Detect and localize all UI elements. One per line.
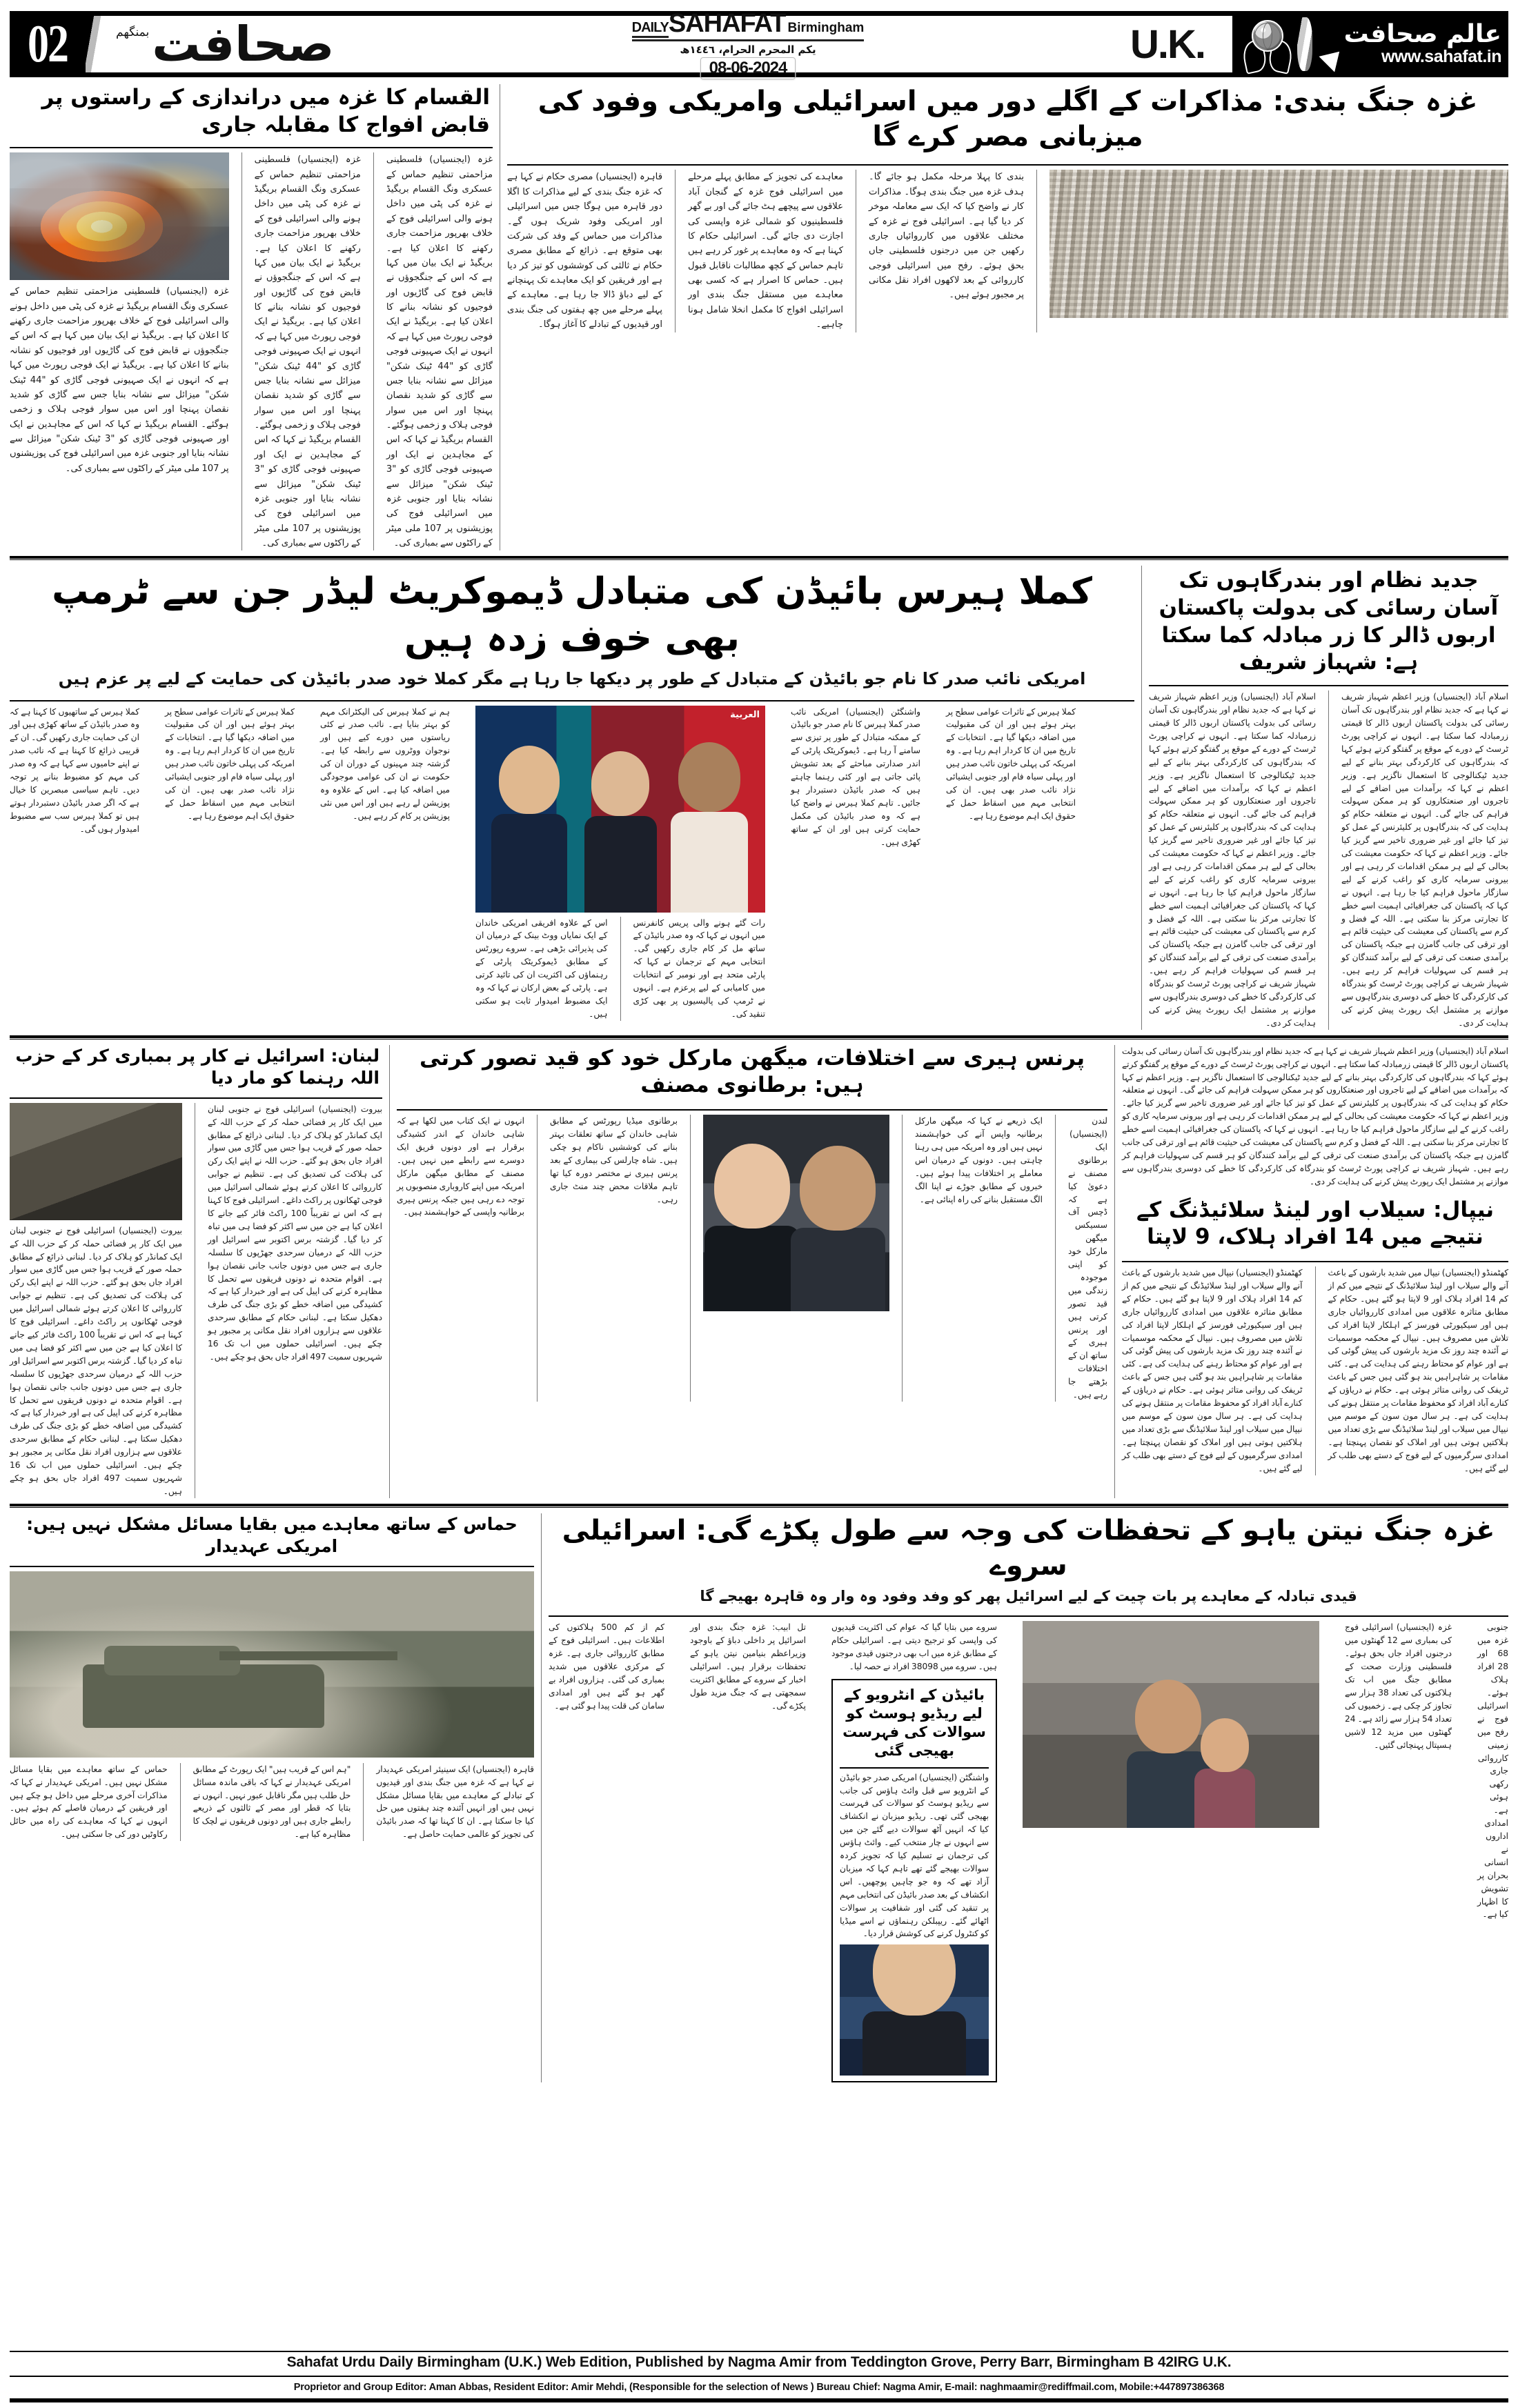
swoosh-decoration — [1297, 17, 1312, 71]
footer-editors-line: Proprietor and Group Editor: Aman Abbas, Resident Editor: Amir Mehdi, (Responsible for the selection of News ) Bureau Chief: Nagma Amir, E-mail: naghmaamir@rediffmail.com, Mobile:+447897386368 — [293, 2382, 1225, 2393]
story-netanyahu-col5: جنوبی غزہ میں 68 اور 28 افراد ہلاک ہوئے۔ اسرائیلی فوج نے رفح میں زمینی کارروائی جاری رکھی ہوئی ہے۔ امدادی اداروں نے انسانی بحران پر تشویش کا اظہار کیا ہے۔ — [1477, 1622, 1508, 1920]
story-hamas-col3: قاہرہ (ایجنسیاں) ایک سینیئر امریکی عہدیدار نے کہا ہے کہ غزہ میں جنگ بندی اور قیدیوں کے تبادلے کے معاہدے میں بقایا مسائل مشکل نہیں ہیں اور انہیں آئندہ چند ہفتوں میں حل کیا جا سکتا ہے۔ ان کا کہنا تھا کہ صدر بائیڈن کی تجویز کو عالمی حمایت حاصل ہے۔ — [376, 1764, 535, 1840]
story-shahbaz-body-left: اسلام آباد (ایجنسیاں) وزیر اعظم شہباز شریف نے کہا ہے کہ جدید نظام اور بندرگاہوں تک آسان رسائی کی بدولت پاکستان اربوں ڈالر کا قیمتی زرمبادلہ کما سکتا ہے۔ انہوں نے کراچی پورٹ ٹرسٹ کے دورے کے موقع پر گفتگو کرتے ہوئے کہا کہ بندرگاہوں کی کارکردگی بہتر بنانے کے لیے جدید ٹیکنالوجی کا استعمال ناگزیر ہے۔ وزیر اعظم نے کہا کہ برآمدات میں اضافے کے لیے تاجروں اور صنعتکاروں کو ہر ممکن سہولت فراہم کی جائے گی۔ انہوں نے متعلقہ حکام کو ہدایت کی کہ بندرگاہوں پر کلیئرنس کے عمل کو تیز کیا جائے اور غیر ضروری تاخیر سے گریز کیا جائے۔ وزیر اعظم نے کہا کہ حکومت معیشت کی بحالی کے لیے ہر ممکن اقدامات کر رہی ہے اور بیرونی سرمایہ کاری کو راغب کرنے کے لیے سازگار ماحول فراہم کیا جا رہا ہے۔ انہوں نے کہا کہ پاکستان کی جغرافیائی اہمیت اسے خطے کا تجارتی مرکز بنا سکتی ہے۔ اللہ کے فضل و کرم سے پاکستان کی معیشت کی حیثیت قائم ہے اور ترقی کی جانب گامزن ہے جبکہ پاکستان کی برآمدی صنعت کی ترقی کے لیے برآمد کنندگان کو ہر قسم کی سہولیات فراہم کر رہے ہیں۔ شہباز شریف نے کراچی پورٹ ٹرسٹ کو بندرگاہ کی کارکردگی کا خطے کی دوسری بندرگاہوں سے موازنے پر مشتمل ایک رپورٹ پیش کرنے کی ہدایت کر دی۔ — [1149, 692, 1316, 1028]
story-ceasefire-col-right: قاہرہ (ایجنسیاں) مصری حکام نے کہا ہے کہ غزہ جنگ بندی کے لیے مذاکرات کا اگلا دور قاہرہ میں ہوگا جس میں اسرائیلی اور امریکی وفود شریک ہوں گے۔ مذاکرات میں حماس کے وفد کی شرکت بھی متوقع ہے۔ ذرائع کے مطابق مصری حکام نے ثالثی کی کوششوں کو تیز کر دیا ہے اور فریقین کو ایک معاہدے تک پہنچانے کے لیے دباؤ ڈالا جا رہا ہے۔ معاہدے کے پہلے مرحلے میں چھ ہفتوں کی جنگ بندی اور قیدیوں کے تبادلے کا آغاز ہوگا۔ — [507, 172, 662, 330]
globe-icon — [1242, 19, 1293, 70]
story-kamala-col4: اس کے علاوہ افریقی امریکی خاندان کے ایک نمایاں ووٹ بینک کے درمیان ان کی پذیرائی بڑھی ہے۔ سروے رپورٹس کے مطابق ڈیموکریٹک پارٹی کے رہنماؤں کی اکثریت ان کی تائید کرتی ہے۔ پارٹی کے بعض ارکان نے کہا کہ وہ ایک مضبوط امیدوار ثابت ہو سکتی ہیں۔ — [475, 917, 608, 1019]
story-lebanon-headline[interactable]: لبنان: اسرائیل نے کار پر بمباری کر کے حزب اللہ رہنما کو مار دیا — [15, 1045, 379, 1088]
row-top-stories — [10, 84, 1508, 550]
footer-publisher-line: Sahafat Urdu Daily Birmingham (U.K.) Web Edition, Published by Nagma Amir from Teddington Grove, Perry Barr, Birmingham B 42IRG U.K. — [286, 2354, 1232, 2370]
story-kamala-headline[interactable]: کملا ہیرس بائیڈن کی متبادل ڈیموکریٹ لیڈر جن سے ٹرمپ بھی خوف زدہ ہیں — [52, 570, 1092, 660]
story-netanyahu-subheadline: قیدی تبادلہ کے معاہدے پر بات چیت کے لیے اسرائیل پھر کو وفد وفود وہ وار وہ قاہرہ بھیجے گا — [700, 1588, 1357, 1605]
story-kamala-subheadline: امریکی نائب صدر کا نام جو بائیڈن کے متبادل کے طور پر دیکھا جا رہا ہے مگر کملا خود صدر بائیڈن کی حمایت کے لیے پر عزم ہیں — [58, 669, 1086, 689]
masthead-daily-label: DAILY — [632, 20, 669, 38]
story-harry-headline[interactable]: پرنس ہیری سے اختلافات، میگھن مارکل خود کو قید تصور کرتی ہیں: برطانوی مصنف — [420, 1045, 1085, 1098]
logo-website-url[interactable]: www.sahafat.in — [1381, 46, 1501, 66]
story-netanyahu-headline[interactable]: غزہ جنگ نیتن یاہو کے تحفظات کی وجہ سے طول پکڑے گی: اسرائیلی سروے — [562, 1514, 1495, 1582]
story-kamala-col2: کملا ہیرس کے تاثرات عوامی سطح پر بہتر ہوئے ہیں اور ان کی مقبولیت میں اضافہ دیکھا گیا ہے۔ انتخابات کے تاریخ میں ان کا کردار اہم رہا ہے۔ وہ امریکہ کی پہلی خاتون نائب صدر ہیں اور پہلی سیاہ فام اور جنوبی ایشیائی نژاد نائب صدر بھی ہیں۔ ان کی انتخابی مہم میں اسقاط حمل کے حقوق ایک اہم موضوع رہا ہے۔ — [165, 706, 295, 821]
page-footer — [10, 2349, 1508, 2402]
story-qassam-headline[interactable]: القسام کا غزہ میں دراندازی کے راستوں پر قابض افواج کا مقابلہ جاری — [41, 85, 490, 137]
story-kamala — [10, 566, 1134, 1029]
story-harry-col2: برطانوی میڈیا رپورٹس کے مطابق شاہی خاندان کے ساتھ تعلقات بہتر بنانے کی کوششیں ناکام ہو چکی ہیں۔ شاہ چارلس کی بیماری کے بعد پرنس ہیری نے مختصر دورہ کیا تھا تاہم ملاقات محض چند منٹ جاری رہی۔ — [550, 1116, 678, 1204]
photo-gaza-rubble — [1023, 1621, 1319, 1828]
masthead-brand — [632, 9, 865, 41]
masthead-brand-name: SAHAFAT — [668, 9, 786, 38]
story-hamas-headline[interactable]: حماس کے ساتھ معاہدے میں بقایا مسائل مشکل نہیں ہیں: امریکی عہدیدار — [26, 1513, 518, 1556]
page-number-text: 02 — [28, 14, 68, 73]
story-harry-col1: انہوں نے ایک کتاب میں لکھا ہے کہ شاہی خاندان کے اندر کشیدگی برقرار ہے اور دونوں فریق ایک دوسرے سے رابطے میں نہیں ہیں۔ مصنف کے مطابق میگھن مارکل امریکہ میں اپنے کاروباری منصوبوں پر توجہ دے رہی ہیں جبکہ پرنس ہیری برطانیہ واپسی کے خواہشمند ہیں۔ — [397, 1116, 524, 1217]
story-hamas-col1: حماس کے ساتھ معاہدے میں بقایا مسائل مشکل نہیں ہیں۔ امریکی عہدیدار نے کہا کہ مذاکرات آخری مرحلے میں داخل ہو چکے ہیں اور فریقین کے درمیان فاصلے کم ہوئے ہیں۔ انہوں نے کہا کہ معاہدے کی راہ میں حائل رکاوٹیں دور کی جا سکتی ہیں۔ — [10, 1764, 168, 1840]
masthead-city: Birmingham — [787, 21, 865, 35]
story-kamala-col5: رات گئے ہونے والی پریس کانفرنس میں انہوں نے کہا کہ وہ صدر بائیڈن کے ساتھ مل کر کام جاری رکھیں گی۔ انتخابی مہم کے ترجمان نے کہا کہ پارٹی متحد ہے اور نومبر کے انتخابات میں کامیابی کے لیے پرعزم ہے۔ انہوں نے ٹرمپ کی پالیسیوں پر بھی کڑی تنقید کی۔ — [633, 917, 765, 1019]
masthead — [10, 11, 1508, 77]
story-netanyahu-col2: تل ابیب: غزہ جنگ بندی اور اسرائیل پر داخلی دباؤ کے باوجود وزیراعظم بنیامین نیتن یاہو کے تحفظات برقرار ہیں۔ اسرائیلی اخبار کے سروے کے مطابق اکثریت سمجھتی ہے کہ جنگ مزید طول پکڑے گی۔ — [690, 1622, 807, 1711]
masthead-logo[interactable] — [1232, 16, 1508, 72]
photo-destroyed-vehicle — [10, 1103, 182, 1220]
divider-rule-3 — [10, 1504, 1508, 1508]
story-netanyahu-col1: کم از کم 500 ہلاکتوں کی اطلاعات ہیں۔ اسرائیلی فوج کے مطابق کارروائی جاری ہے۔ غزہ کے مرکزی علاقوں میں شدید بمباری کی گئی۔ ہزاروں افراد بے گھر ہو گئے ہیں اور امدادی سامان کی قلت پیدا ہو گئی ہے۔ — [549, 1622, 665, 1711]
story-shahbaz-headline[interactable]: جدید نظام اور بندرگاہوں تک آسان رسائی کی بدولت پاکستان اربوں ڈالر کا زر مبادلہ کما سکتا ہے: شہباز شریف — [1159, 568, 1499, 675]
masthead-edition: U.K. — [1130, 21, 1205, 67]
photo-explosion — [10, 152, 229, 280]
story-qassam — [10, 84, 493, 550]
photo-tank — [10, 1571, 534, 1758]
story-lebanon-body-left: بیروت (ایجنسیاں) اسرائیلی فوج نے جنوبی لبنان میں ایک کار پر فضائی حملہ کر کے حزب اللہ کے ایک کمانڈر کو ہلاک کر دیا۔ لبنانی ذرائع کے مطابق حملہ صور کے قریب ہوا جس میں گاڑی میں سوار افراد جاں بحق ہو گئے۔ حزب اللہ نے اپنے ایک رکن کی ہلاکت کی تصدیق کی ہے۔ تنظیم نے جوابی کارروائی کا اعلان کرتے ہوئے شمالی اسرائیل میں فوجی ٹھکانوں پر راکٹ داغے۔ اسرائیلی فوج کا کہنا ہے کہ اس نے تقریباً 100 راکٹ فائر کیے جانے کا اعلان کیا ہے جن میں سے اکثر کو فضا ہی میں تباہ کر دیا گیا۔ گزشتہ برس اکتوبر سے اسرائیل اور حزب اللہ کے درمیان سرحدی جھڑپوں کا سلسلہ جاری ہے جس میں دونوں جانب جانی نقصان ہوا ہے۔ اقوام متحدہ نے دونوں فریقوں سے تحمل کا مظاہرہ کرنے کی اپیل کی ہے اور خبردار کیا ہے کہ کشیدگی میں اضافہ خطے کو بڑی جنگ کی طرف دھکیل سکتا ہے۔ لبنانی حکام کے مطابق سرحدی علاقوں سے ہزاروں افراد نقل مکانی پر مجبور ہو چکے ہیں۔ اسرائیلی حملوں میں اب تک 16 شہریوں سمیت 497 افراد جاں بحق ہو چکے ہیں۔ — [10, 1225, 182, 1496]
story-ceasefire-headline[interactable]: غزہ جنگ بندی: مذاکرات کے اگلے دور میں اسرائیلی وامریکی وفود کی میزبانی مصر کرے گا — [538, 86, 1478, 153]
story-nepal-body-left: کھٹمنڈو (ایجنسیاں) نیپال میں شدید بارشوں کے باعث آنے والے سیلاب اور لینڈ سلائیڈنگ کے نتیجے میں کم از کم 14 افراد ہلاک اور 9 لاپتا ہو گئے ہیں۔ حکام کے مطابق متاثرہ علاقوں میں امدادی کارروائیاں جاری ہیں اور سیکیورٹی فورسز کے اہلکار لاپتا افراد کی تلاش میں مصروف ہیں۔ نیپال کے محکمہ موسمیات نے آئندہ چند روز تک مزید بارشوں کی پیش گوئی کی ہے اور عوام کو محتاط رہنے کی ہدایت کی ہے۔ کئی مقامات پر شاہراہیں بند ہو گئی ہیں جس کے باعث ٹریفک کی روانی متاثر ہوئی ہے۔ حکام نے دریاؤں کے کنارے آباد افراد کو محفوظ مقامات پر منتقل ہونے کی ہدایت کی ہے۔ ہر سال مون سون کے موسم میں نیپال میں سیلاب اور لینڈ سلائیڈنگ سے بڑی تعداد میں ہلاکتیں ہوتی ہیں اور املاک کو نقصان پہنچتا ہے۔ امدادی سرگرمیوں کے لیے فوج کے دستے بھی طلب کر لیے گئے ہیں۔ — [1122, 1268, 1303, 1473]
masthead-urdu-title-text: صحافت — [152, 15, 335, 72]
story-kamala-col1: کملا ہیرس کے ساتھیوں کا کہنا ہے کہ وہ صدر بائیڈن کے ساتھ کھڑی ہیں اور ان کی حمایت جاری رکھیں گی۔ ان کے قریبی ذرائع کا کہنا ہے کہ نائب صدر نے اپنے حامیوں سے کہا ہے کہ وہ صدر کی مہم کو مضبوط بنانے پر توجہ دیں۔ تاہم سیاسی مبصرین کا خیال ہے کہ اگر صدر بائیڈن دستبردار ہوتے ہیں تو کملا ہیرس سب سے مضبوط امیدوار ہوں گی۔ — [10, 706, 139, 834]
story-lebanon-body-right: بیروت (ایجنسیاں) اسرائیلی فوج نے جنوبی لبنان میں ایک کار پر فضائی حملہ کر کے حزب اللہ کے ایک کمانڈر کو ہلاک کر دیا۔ لبنانی ذرائع کے مطابق حملہ صور کے قریب ہوا جس میں گاڑی میں سوار افراد جاں بحق ہو گئے۔ حزب اللہ نے اپنے ایک رکن کی ہلاکت کی تصدیق کی ہے۔ تنظیم نے جوابی کارروائی کا اعلان کرتے ہوئے شمالی اسرائیل میں فوجی ٹھکانوں پر راکٹ داغے۔ اسرائیلی فوج کا کہنا ہے کہ اس نے تقریباً 100 راکٹ فائر کیے جانے کا اعلان کیا ہے جن میں سے اکثر کو فضا ہی میں تباہ کر دیا گیا۔ گزشتہ برس اکتوبر سے اسرائیل اور حزب اللہ کے درمیان سرحدی جھڑپوں کا سلسلہ جاری ہے جس میں دونوں جانب جانی نقصان ہوا ہے۔ اقوام متحدہ نے دونوں فریقوں سے تحمل کا مظاہرہ کرنے کی اپیل کی ہے اور خبردار کیا ہے کہ کشیدگی میں اضافہ خطے کو بڑی جنگ کی طرف دھکیل سکتا ہے۔ لبنانی حکام کے مطابق سرحدی علاقوں سے ہزاروں افراد نقل مکانی پر مجبور ہو چکے ہیں۔ اسرائیلی حملوں میں اب تک 16 شہریوں سمیت 497 افراد جاں بحق ہو چکے ہیں۔ — [208, 1104, 382, 1362]
row-kamala-shahbaz — [10, 566, 1508, 1029]
story-shahbaz-body-right: اسلام آباد (ایجنسیاں) وزیر اعظم شہباز شریف نے کہا ہے کہ جدید نظام اور بندرگاہوں تک آسان رسائی کی بدولت پاکستان اربوں ڈالر کا قیمتی زرمبادلہ کما سکتا ہے۔ انہوں نے کراچی پورٹ ٹرسٹ کے دورے کے موقع پر گفتگو کرتے ہوئے کہا کہ بندرگاہوں کی کارکردگی بہتر بنانے کے لیے جدید ٹیکنالوجی کا استعمال ناگزیر ہے۔ وزیر اعظم نے کہا کہ برآمدات میں اضافے کے لیے تاجروں اور صنعتکاروں کو ہر ممکن سہولت فراہم کی جائے گی۔ انہوں نے متعلقہ حکام کو ہدایت کی کہ بندرگاہوں پر کلیئرنس کے عمل کو تیز کیا جائے اور غیر ضروری تاخیر سے گریز کیا جائے۔ وزیر اعظم نے کہا کہ حکومت معیشت کی بحالی کے لیے ہر ممکن اقدامات کر رہی ہے اور بیرونی سرمایہ کاری کو راغب کرنے کے لیے سازگار ماحول فراہم کیا جا رہا ہے۔ انہوں نے کہا کہ پاکستان کی جغرافیائی اہمیت اسے خطے کا تجارتی مرکز بنا سکتی ہے۔ اللہ کے فضل و کرم سے پاکستان کی معیشت کی حیثیت قائم ہے اور ترقی کی جانب گامزن ہے جبکہ پاکستان کی برآمدی صنعت کی ترقی کے لیے برآمد کنندگان کو ہر قسم کی سہولیات فراہم کر رہے ہیں۔ شہباز شریف نے کراچی پورٹ ٹرسٹ کو بندرگاہ کی کارکردگی کا خطے کی دوسری بندرگاہوں سے موازنے پر مشتمل ایک رپورٹ پیش کرنے کی ہدایت کر دی۔ — [1341, 692, 1508, 1028]
story-lebanon — [10, 1045, 382, 1498]
photo-refugee-camp — [1049, 170, 1508, 318]
masthead-hijri-date: یکم المحرم الحرام، ١٤٤٦ھ — [680, 43, 816, 56]
story-biden-radio-body: واشنگٹن (ایجنسیاں) امریکی صدر جو بائیڈن کے انٹرویو سے قبل وائٹ ہاؤس کی جانب سے ریڈیو ہوسٹ کو سوالات کی فہرست بھیجی گئی تھی۔ ریڈیو میزبان نے انکشاف کیا کہ انہیں آٹھ سوالات دیے گئے جن میں سے انہوں نے چار منتخب کیے۔ وائٹ ہاؤس کی ترجمان نے تسلیم کیا کہ تجویز کردہ سوالات بھیجے گئے تھے تاہم کہا کہ میزبان آزاد تھے کہ وہ جو چاہیں پوچھیں۔ اس انکشاف کے بعد صدر بائیڈن کی انتخابی مہم پر تنقید کی گئی اور شفافیت پر سوالات اٹھائے گئے۔ ریپبلکن رہنماؤں نے اسے میڈیا کو کنٹرول کرنے کی کوشش قرار دیا۔ — [840, 1772, 989, 1939]
story-qassam-body-left: غزہ (ایجنسیاں) فلسطینی مزاحمتی تنظیم حماس کے عسکری ونگ القسام بریگیڈ نے غزہ کی پٹی میں داخل ہونے والی اسرائیلی فوج کے خلاف بھرپور مزاحمت جاری رکھنے کا اعلان کیا ہے۔ بریگیڈ نے ایک بیان میں کہا ہے کہ اس کے جنگجوؤں نے قابض فوج کی گاڑیوں اور فوجیوں کو نشانہ بنانے کا اعلان کیا ہے۔ بریگیڈ نے ایک فوجی رپورٹ میں کہا ہے کہ انہوں نے ایک صہیونی فوجی گاڑی کو "44 ٹینک شکن" میزائل سے نشانہ بنایا جس سے گاڑی کو شدید نقصان پہنچا اور اس میں سوار فوجی ہلاک و زخمی ہوگئے۔ القسام بریگیڈ نے کہا کہ اس کے مجاہدین نے ایک اور صہیونی فوجی گاڑی کو "3 ٹینک شکن" میزائل سے نشانہ بنایا اور جنوبی غزہ میں اسرائیلی فوج کی پوزیشنوں پر 107 ملی میٹر کے راکٹوں سے بمباری کی۔ — [10, 286, 229, 474]
divider-rule-2 — [10, 1035, 1508, 1039]
story-qassam-body-right: غزہ (ایجنسیاں) فلسطینی مزاحمتی تنظیم حماس کے عسکری ونگ القسام بریگیڈ نے غزہ کی پٹی میں داخل ہونے والی اسرائیلی فوج کے خلاف بھرپور مزاحمت جاری رکھنے کا اعلان کیا ہے۔ بریگیڈ نے ایک بیان میں کہا ہے کہ اس کے جنگجوؤں نے قابض فوج کی گاڑیوں اور فوجیوں کو نشانہ بنانے کا اعلان کیا ہے۔ بریگیڈ نے ایک فوجی رپورٹ میں کہا ہے کہ انہوں نے ایک صہیونی فوجی گاڑی کو "44 ٹینک شکن" میزائل سے نشانہ بنایا جس سے گاڑی کو شدید نقصان پہنچا اور اس میں سوار فوجی ہلاک و زخمی ہوگئے۔ القسام بریگیڈ نے کہا کہ اس کے مجاہدین نے ایک اور صہیونی فوجی گاڑی کو "3 ٹینک شکن" میزائل سے نشانہ بنایا اور جنوبی غزہ میں اسرائیلی فوج کی پوزیشنوں پر 107 ملی میٹر کے راکٹوں سے بمباری کی۔ — [386, 155, 493, 549]
story-harry-col3: ایک ذریعے نے کہا کہ میگھن مارکل برطانیہ واپس آنے کی خواہشمند نہیں ہیں اور وہ امریکہ میں ہی رہنا چاہتی ہیں۔ دونوں کے درمیان اس معاملے پر اختلافات پیدا ہوئے ہیں۔ خبروں کے مطابق جوڑے نے اپنا الگ الگ مستقبل بنانے کی راہ اپنائی ہے۔ — [915, 1116, 1043, 1204]
story-kamala-col3: ہم نے کملا ہیرس کی الیکٹرانک مہم کو بہتر بنایا ہے۔ نائب صدر نے کئی ریاستوں میں دورے کیے ہیں اور نوجوان ووٹروں سے رابطہ کیا ہے۔ گزشتہ چند مہینوں کے دوران ان کی حکومت نے ان کی عوامی موجودگی میں اضافہ کیا ہے۔ اس کے علاوہ وہ پوزیشن لے رہے ہیں اور اس میں نئی پوزیشن پر کام کر رہے ہیں۔ — [320, 706, 450, 821]
story-netanyahu-col4: غزہ (ایجنسیاں) اسرائیلی فوج کی بمباری سے 12 گھنٹوں میں درجنوں افراد جاں بحق ہوئے۔ فلسطینی وزارت صحت کے مطابق جنگ میں اب تک ہلاکتوں کی تعداد 38 ہزار سے تجاوز کر چکی ہے۔ زخمیوں کی تعداد 54 ہزار سے زائد ہے۔ 24 گھنٹوں میں مزید 12 لاشیں ہسپتال پہنچائی گئیں۔ — [1345, 1622, 1452, 1750]
divider-rule-1 — [10, 556, 1508, 560]
photo-biden — [840, 1944, 989, 2076]
masthead-urdu-title — [103, 16, 393, 72]
story-biden-radio — [831, 1679, 997, 2082]
story-harry-col4: لندن (ایجنسیاں) ایک برطانوی مصنف نے دعویٰ کیا ہے کہ ڈچس آف سسیکس میگھن مارکل خود کو اپنی موجودہ زندگی میں قید تصور کرتی ہیں اور پرنس ہیری کے ساتھ ان کے اختلافات بڑھتے جا رہے ہیں۔ — [1068, 1116, 1107, 1400]
story-ceasefire-talks — [507, 84, 1508, 550]
page-number — [10, 16, 86, 72]
story-shahbaz — [1149, 566, 1508, 1029]
masthead-sweep-decoration — [86, 16, 103, 72]
story-kamala-col6: واشنگٹن (ایجنسیاں) امریکی نائب صدر کملا ہیرس کا نام صدر جو بائیڈن کے ممکنہ متبادل کے طور پر تیزی سے سامنے آ رہا ہے۔ ڈیموکریٹک پارٹی کے اندر صدارتی مباحثے کے بعد تشویش پائی جاتی ہے اور کئی رہنما چاہتے ہیں کہ صدر بائیڈن دستبردار ہو جائیں۔ تاہم کملا ہیرس نے واضح کیا ہے کہ وہ صدر بائیڈن کی مکمل حمایت کرتی ہیں اور ان کے ساتھ کھڑی ہیں۔ — [791, 706, 920, 847]
row-middle-stories — [10, 1045, 1508, 1498]
story-qassam-body-mid: غزہ (ایجنسیاں) فلسطینی مزاحمتی تنظیم حماس کے عسکری ونگ القسام بریگیڈ نے غزہ کی پٹی میں داخل ہونے والی اسرائیلی فوج کے خلاف بھرپور مزاحمت جاری رکھنے کا اعلان کیا ہے۔ بریگیڈ نے ایک بیان میں کہا ہے کہ اس کے جنگجوؤں نے قابض فوج کی گاڑیوں اور فوجیوں کو نشانہ بنانے کا اعلان کیا ہے۔ بریگیڈ نے ایک فوجی رپورٹ میں کہا ہے کہ انہوں نے ایک صہیونی فوجی گاڑی کو "44 ٹینک شکن" میزائل سے نشانہ بنایا جس سے گاڑی کو شدید نقصان پہنچا اور اس میں سوار فوجی ہلاک و زخمی ہوگئے۔ القسام بریگیڈ نے کہا کہ اس کے مجاہدین نے ایک اور صہیونی فوجی گاڑی کو "3 ٹینک شکن" میزائل سے نشانہ بنایا اور جنوبی غزہ میں اسرائیلی فوج کی پوزیشنوں پر 107 ملی میٹر کے راکٹوں سے بمباری کی۔ — [254, 155, 361, 549]
story-nepal — [1122, 1045, 1508, 1498]
story-netanyahu-col3: سروے میں بتایا گیا کہ عوام کی اکثریت قیدیوں کی واپسی کو ترجیح دیتی ہے۔ اسرائیلی حکام کے مطابق غزہ میں اب بھی درجنوں قیدی موجود ہیں۔ سروے میں 38098 افراد نے حصہ لیا۔ — [831, 1622, 998, 1672]
newspaper-page — [0, 11, 1518, 2408]
story-harry-meghan — [397, 1045, 1107, 1498]
masthead-gregorian-date: 08-06-2024 — [700, 57, 796, 79]
story-ceasefire-col-mid: معاہدے کی تجویز کے مطابق پہلے مرحلے میں اسرائیلی فوج غزہ کے گنجان آباد علاقوں سے پیچھے ہٹ جائے گی اور بے گھر فلسطینیوں کو شمالی غزہ واپسی کی اجازت دی جائے گی۔ اسرائیلی حکام کا کہنا ہے کہ وہ معاہدے پر غور کر رہے ہیں تاہم حماس کے کچھ مطالبات ناقابل قبول ہیں۔ حماس کا اصرار ہے کہ کسی بھی معاہدے میں مستقل جنگ بندی اور اسرائیلی افواج کا مکمل انخلا شامل ہونا چاہیے۔ — [688, 172, 843, 330]
photo-trump-biden-harris: العربية — [475, 706, 765, 913]
row-bottom-stories — [10, 1513, 1508, 2083]
story-kamala-col7: کملا ہیرس کے تاثرات عوامی سطح پر بہتر ہوئے ہیں اور ان کی مقبولیت میں اضافہ دیکھا گیا ہے۔ انتخابات کے تاریخ میں ان کا کردار اہم رہا ہے۔ وہ امریکہ کی پہلی خاتون نائب صدر ہیں اور پہلی سیاہ فام اور جنوبی ایشیائی نژاد نائب صدر بھی ہیں۔ ان کی انتخابی مہم میں اسقاط حمل کے حقوق ایک اہم موضوع رہا ہے۔ — [946, 706, 1076, 821]
story-nepal-body-right: کھٹمنڈو (ایجنسیاں) نیپال میں شدید بارشوں کے باعث آنے والے سیلاب اور لینڈ سلائیڈنگ کے نتیجے میں کم از کم 14 افراد ہلاک اور 9 لاپتا ہو گئے ہیں۔ حکام کے مطابق متاثرہ علاقوں میں امدادی کارروائیاں جاری ہیں اور سیکیورٹی فورسز کے اہلکار لاپتا افراد کی تلاش میں مصروف ہیں۔ نیپال کے محکمہ موسمیات نے آئندہ چند روز تک مزید بارشوں کی پیش گوئی کی ہے اور عوام کو محتاط رہنے کی ہدایت کی ہے۔ کئی مقامات پر شاہراہیں بند ہو گئی ہیں جس کے باعث ٹریفک کی روانی متاثر ہوئی ہے۔ حکام نے دریاؤں کے کنارے آباد افراد کو محفوظ مقامات پر منتقل ہونے کی ہدایت کی ہے۔ ہر سال مون سون کے موسم میں نیپال میں سیلاب اور لینڈ سلائیڈنگ سے بڑی تعداد میں ہلاکتیں ہوتی ہیں اور املاک کو نقصان پہنچتا ہے۔ امدادی سرگرمیوں کے لیے فوج کے دستے بھی طلب کر لیے گئے ہیں۔ — [1328, 1268, 1508, 1473]
masthead-urdu-subtitle: بمنگھم — [116, 26, 150, 39]
logo-urdu-text: عالم صحافت — [1343, 19, 1501, 48]
story-shahbaz-continued: اسلام آباد (ایجنسیاں) وزیر اعظم شہباز شریف نے کہا ہے کہ جدید نظام اور بندرگاہوں تک آسان رسائی کی بدولت پاکستان اربوں ڈالر کا قیمتی زرمبادلہ کما سکتا ہے۔ انہوں نے کراچی پورٹ ٹرسٹ کے دورے کے موقع پر گفتگو کرتے ہوئے کہا کہ بندرگاہوں کی کارکردگی بہتر بنانے کے لیے جدید ٹیکنالوجی کا استعمال ناگزیر ہے۔ وزیر اعظم نے کہا کہ برآمدات میں اضافے کے لیے تاجروں اور صنعتکاروں کو ہر ممکن سہولت فراہم کی جائے گی۔ انہوں نے متعلقہ حکام کو ہدایت کی کہ بندرگاہوں پر کلیئرنس کے عمل کو تیز کیا جائے اور غیر ضروری تاخیر سے گریز کیا جائے۔ وزیر اعظم نے کہا کہ حکومت معیشت کی بحالی کے لیے ہر ممکن اقدامات کر رہی ہے اور بیرونی سرمایہ کاری کو راغب کرنے کے لیے سازگار ماحول فراہم کیا جا رہا ہے۔ انہوں نے کہا کہ پاکستان کی جغرافیائی اہمیت اسے خطے کا تجارتی مرکز بنا سکتی ہے۔ اللہ کے فضل و کرم سے پاکستان کی معیشت کی حیثیت قائم ہے اور ترقی کی جانب گامزن ہے جبکہ پاکستان کی برآمدی صنعت کی ترقی کے لیے برآمد کنندگان کو ہر قسم کی سہولیات فراہم کر رہے ہیں۔ شہباز شریف نے کراچی پورٹ ٹرسٹ کو بندرگاہ کی کارکردگی کا خطے کی دوسری بندرگاہوں سے موازنے پر مشتمل ایک رپورٹ پیش کرنے کی ہدایت کر دی۔ — [1122, 1046, 1508, 1186]
story-hamas-col2: "ہم اس کے قریب ہیں" ایک رپورٹ کے مطابق امریکی عہدیدار نے کہا کہ باقی ماندہ مسائل حل طلب ہیں مگر ناقابل عبور نہیں۔ انہوں نے بتایا کہ قطر اور مصر کے ثالثوں کے ذریعے رابطے جاری ہیں اور دونوں فریقوں نے لچک کا مظاہرہ کیا ہے۔ — [193, 1764, 351, 1840]
story-hamas-deal — [10, 1513, 534, 2083]
story-biden-radio-headline[interactable]: بائیڈن کے انٹرویو کے لیے ریڈیو ہوسٹ کو سوالات کی فہرست بھیجی گئی — [842, 1686, 986, 1759]
story-ceasefire-col-left: بندی کا پہلا مرحلہ مکمل ہو جائے گا۔ ہدف غزہ میں جنگ بندی ہوگا۔ مذاکرات کار نے واضح کیا کہ ایک سے معاملہ موخر کر دیا گیا ہے۔ اسرائیلی فوج نے غزہ کے مختلف علاقوں میں کارروائیاں جاری رکھیں جن میں درجنوں فلسطینی جاں بحق ہوئے۔ رفح میں اسرائیلی فوجی کارروائی کے بعد لاکھوں افراد نقل مکانی پر مجبور ہوئے ہیں۔ — [869, 172, 1024, 301]
photo-harry-meghan — [703, 1115, 889, 1311]
story-netanyahu — [549, 1513, 1508, 2083]
masthead-center — [393, 9, 1103, 77]
story-nepal-headline[interactable]: نیپال: سیلاب اور لینڈ سلائیڈنگ کے نتیجے میں 14 افراد ہلاک، 9 لاپتا — [1136, 1197, 1495, 1250]
